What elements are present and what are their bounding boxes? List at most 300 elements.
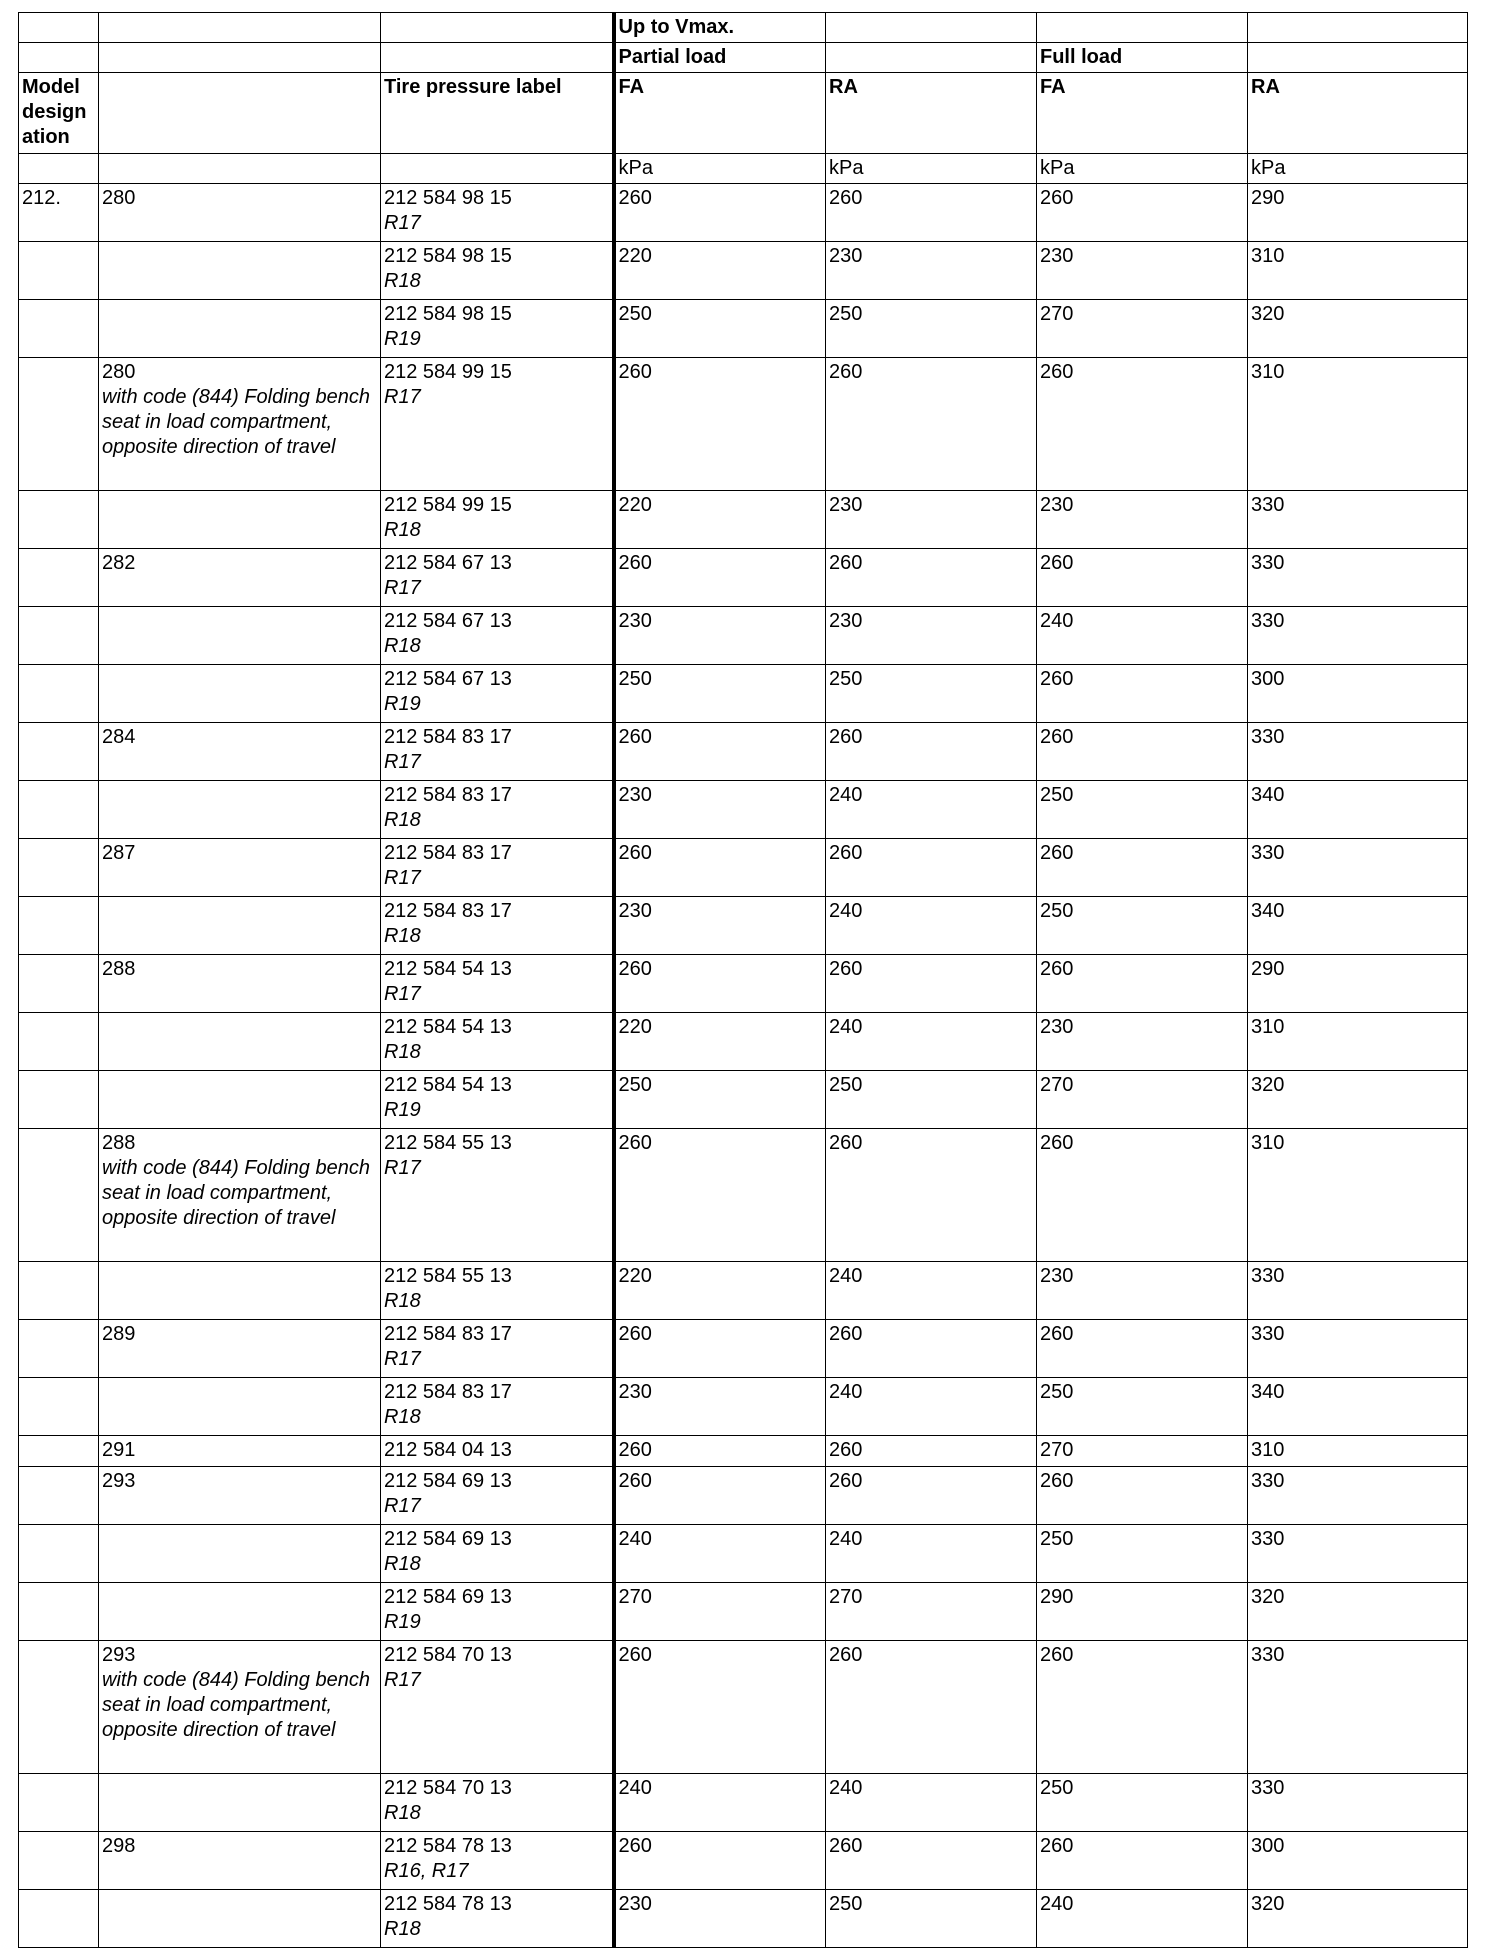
variant-cell: [99, 1641, 381, 1774]
model-cell: [19, 1071, 99, 1129]
variant-cell: [99, 1832, 381, 1890]
full-fa-value: 260: [1040, 842, 1074, 864]
full-fa-cell: [1037, 1525, 1248, 1583]
model-cell: [19, 1583, 99, 1641]
header-cell-empty: [381, 43, 614, 73]
header-row-columns: [19, 73, 1468, 154]
rim-size: R17: [384, 867, 421, 889]
partial-fa-cell: [614, 1013, 826, 1071]
full-fa-cell: [1037, 897, 1248, 955]
header-cell-empty: [826, 43, 1037, 73]
variant-value: 282: [102, 552, 136, 574]
tire-label-value: 212 584 99 15: [384, 361, 512, 383]
partial-ra-cell: [826, 1832, 1037, 1890]
full-fa-cell: [1037, 358, 1248, 491]
partial-fa-value: 260: [618, 958, 652, 980]
variant-cell: [99, 897, 381, 955]
table-row: [19, 665, 1468, 723]
full-ra-value: 310: [1251, 361, 1285, 383]
full-fa-value: 250: [1040, 900, 1074, 922]
tire-label-cell: [381, 184, 614, 242]
variant-cell: [99, 1890, 381, 1948]
variant-cell: [99, 723, 381, 781]
model-cell: [19, 1774, 99, 1832]
full-ra-cell: [1248, 1890, 1468, 1948]
partial-fa-value: 260: [618, 1132, 652, 1154]
header-cell-empty: [19, 13, 99, 43]
partial-fa-cell: [614, 839, 826, 897]
unit-full-ra: kPa: [1248, 154, 1468, 184]
full-fa-value: 260: [1040, 552, 1074, 574]
full-fa-value: 260: [1040, 1323, 1074, 1345]
full-fa-value: 240: [1040, 1893, 1074, 1915]
table-row: [19, 781, 1468, 839]
header-cell-empty: [99, 154, 381, 184]
full-fa-cell: [1037, 1378, 1248, 1436]
tire-pressure-table: [18, 12, 1468, 1948]
model-cell: [19, 607, 99, 665]
partial-fa-value: 260: [618, 1439, 652, 1461]
tire-label-cell: [381, 300, 614, 358]
tire-label-cell: [381, 1436, 614, 1467]
full-ra-cell: [1248, 300, 1468, 358]
table-row: [19, 1378, 1468, 1436]
tire-label-value: 212 584 70 13: [384, 1644, 512, 1666]
full-ra-cell: [1248, 607, 1468, 665]
model-cell: [19, 1525, 99, 1583]
model-cell: [19, 665, 99, 723]
partial-ra-value: 240: [829, 1265, 863, 1287]
partial-ra-cell: [826, 300, 1037, 358]
full-fa-value: 250: [1040, 1777, 1074, 1799]
full-ra-value: 330: [1251, 1644, 1285, 1666]
partial-ra-cell: [826, 1129, 1037, 1262]
model-cell: [19, 184, 99, 242]
table-row: [19, 1320, 1468, 1378]
tire-label-cell: [381, 1774, 614, 1832]
tire-label-cell: [381, 1583, 614, 1641]
table-body: [19, 184, 1468, 1948]
partial-ra-value: 240: [829, 1777, 863, 1799]
model-cell: [19, 549, 99, 607]
variant-cell: [99, 839, 381, 897]
partial-ra-cell: [826, 839, 1037, 897]
rim-size: R17: [384, 1495, 421, 1517]
model-cell: [19, 781, 99, 839]
table-row: [19, 491, 1468, 549]
rim-size: R18: [384, 635, 421, 657]
full-ra-value: 310: [1251, 1132, 1285, 1154]
partial-ra-cell: [826, 665, 1037, 723]
full-fa-cell: [1037, 1320, 1248, 1378]
partial-fa-cell: [614, 1436, 826, 1467]
variant-value: 287: [102, 842, 136, 864]
partial-fa-cell: [614, 1832, 826, 1890]
tire-label-value: 212 584 54 13: [384, 1074, 512, 1096]
variant-cell: [99, 1262, 381, 1320]
model-cell: [19, 1262, 99, 1320]
table-row: [19, 1525, 1468, 1583]
tire-label-cell: [381, 665, 614, 723]
variant-cell: [99, 1013, 381, 1071]
header-full-ra: RA: [1248, 73, 1468, 154]
full-ra-cell: [1248, 1583, 1468, 1641]
partial-fa-cell: [614, 1129, 826, 1262]
partial-ra-value: 250: [829, 1074, 863, 1096]
variant-value: 293: [102, 1644, 136, 1666]
partial-ra-cell: [826, 955, 1037, 1013]
full-ra-value: 330: [1251, 1323, 1285, 1345]
partial-ra-value: 240: [829, 1528, 863, 1550]
partial-ra-value: 260: [829, 1470, 863, 1492]
full-fa-cell: [1037, 607, 1248, 665]
tire-label-value: 212 584 69 13: [384, 1470, 512, 1492]
variant-cell: [99, 358, 381, 491]
header-cell-empty: [99, 13, 381, 43]
full-fa-value: 250: [1040, 784, 1074, 806]
tire-label-value: 212 584 69 13: [384, 1586, 512, 1608]
tire-label-value: 212 584 54 13: [384, 958, 512, 980]
partial-fa-value: 260: [618, 361, 652, 383]
rim-size: R18: [384, 1802, 421, 1824]
variant-cell: [99, 1467, 381, 1525]
partial-ra-cell: [826, 1525, 1037, 1583]
full-ra-value: 340: [1251, 784, 1285, 806]
partial-ra-value: 260: [829, 726, 863, 748]
full-ra-value: 320: [1251, 1893, 1285, 1915]
full-ra-value: 310: [1251, 245, 1285, 267]
partial-fa-cell: [614, 781, 826, 839]
header-row-load: [19, 43, 1468, 73]
model-value: 212.: [22, 187, 61, 209]
header-partial-load: Partial load: [614, 43, 826, 73]
full-fa-cell: [1037, 242, 1248, 300]
model-cell: [19, 491, 99, 549]
table-row: [19, 358, 1468, 491]
partial-ra-value: 250: [829, 668, 863, 690]
tire-label-value: 212 584 67 13: [384, 610, 512, 632]
header-partial-ra: RA: [826, 73, 1037, 154]
full-fa-cell: [1037, 1436, 1248, 1467]
model-cell: [19, 1013, 99, 1071]
full-fa-value: 240: [1040, 610, 1074, 632]
variant-cell: [99, 607, 381, 665]
partial-fa-cell: [614, 665, 826, 723]
full-fa-cell: [1037, 723, 1248, 781]
full-ra-value: 320: [1251, 303, 1285, 325]
partial-ra-cell: [826, 1641, 1037, 1774]
partial-fa-cell: [614, 1378, 826, 1436]
table-row: [19, 1774, 1468, 1832]
full-fa-value: 260: [1040, 1835, 1074, 1857]
header-cell-empty: [99, 43, 381, 73]
partial-fa-cell: [614, 184, 826, 242]
partial-fa-cell: [614, 1262, 826, 1320]
partial-ra-value: 260: [829, 1644, 863, 1666]
variant-value: 284: [102, 726, 136, 748]
partial-ra-cell: [826, 897, 1037, 955]
full-ra-cell: [1248, 549, 1468, 607]
full-fa-cell: [1037, 665, 1248, 723]
partial-fa-cell: [614, 955, 826, 1013]
full-ra-cell: [1248, 1525, 1468, 1583]
tire-label-cell: [381, 781, 614, 839]
full-fa-value: 260: [1040, 726, 1074, 748]
full-ra-cell: [1248, 1262, 1468, 1320]
header-cell-empty: [381, 13, 614, 43]
tire-label-cell: [381, 839, 614, 897]
full-ra-value: 340: [1251, 1381, 1285, 1403]
partial-ra-cell: [826, 1378, 1037, 1436]
rim-size: R18: [384, 270, 421, 292]
tire-label-cell: [381, 897, 614, 955]
partial-fa-value: 260: [618, 187, 652, 209]
full-fa-cell: [1037, 1641, 1248, 1774]
partial-fa-value: 260: [618, 842, 652, 864]
full-fa-value: 260: [1040, 958, 1074, 980]
unit-partial-fa: kPa: [614, 154, 826, 184]
full-fa-cell: [1037, 549, 1248, 607]
model-cell: [19, 839, 99, 897]
rim-size: R18: [384, 519, 421, 541]
full-ra-value: 330: [1251, 1777, 1285, 1799]
variant-value: 291: [102, 1439, 136, 1461]
full-ra-value: 330: [1251, 1470, 1285, 1492]
partial-fa-cell: [614, 897, 826, 955]
partial-fa-cell: [614, 242, 826, 300]
tire-label-value: 212 584 83 17: [384, 784, 512, 806]
rim-size: R17: [384, 577, 421, 599]
variant-cell: [99, 1071, 381, 1129]
partial-ra-value: 260: [829, 1835, 863, 1857]
full-ra-value: 310: [1251, 1439, 1285, 1461]
partial-ra-value: 260: [829, 1439, 863, 1461]
model-cell: [19, 723, 99, 781]
full-fa-value: 270: [1040, 1439, 1074, 1461]
rim-size: R17: [384, 751, 421, 773]
partial-ra-cell: [826, 549, 1037, 607]
full-ra-cell: [1248, 723, 1468, 781]
partial-fa-cell: [614, 1583, 826, 1641]
variant-cell: [99, 955, 381, 1013]
variant-cell: [99, 491, 381, 549]
full-fa-cell: [1037, 839, 1248, 897]
full-fa-cell: [1037, 1467, 1248, 1525]
partial-ra-cell: [826, 491, 1037, 549]
header-full-fa: FA: [1037, 73, 1248, 154]
partial-fa-cell: [614, 1890, 826, 1948]
full-ra-cell: [1248, 1774, 1468, 1832]
tire-label-value: 212 584 78 13: [384, 1835, 512, 1857]
model-cell: [19, 1467, 99, 1525]
partial-fa-value: 220: [618, 245, 652, 267]
rim-size: R18: [384, 1406, 421, 1428]
full-ra-cell: [1248, 781, 1468, 839]
table-row: [19, 1641, 1468, 1774]
partial-fa-value: 250: [618, 1074, 652, 1096]
tire-label-value: 212 584 83 17: [384, 900, 512, 922]
partial-fa-value: 230: [618, 610, 652, 632]
full-ra-cell: [1248, 955, 1468, 1013]
full-fa-cell: [1037, 1071, 1248, 1129]
variant-value: 288: [102, 958, 136, 980]
full-ra-cell: [1248, 184, 1468, 242]
partial-ra-cell: [826, 1013, 1037, 1071]
model-cell: [19, 358, 99, 491]
full-ra-value: 320: [1251, 1074, 1285, 1096]
model-cell: [19, 955, 99, 1013]
partial-ra-value: 260: [829, 361, 863, 383]
full-ra-value: 330: [1251, 726, 1285, 748]
partial-fa-cell: [614, 607, 826, 665]
rim-size: R18: [384, 925, 421, 947]
full-fa-value: 250: [1040, 1528, 1074, 1550]
partial-fa-value: 260: [618, 1323, 652, 1345]
partial-fa-value: 270: [618, 1586, 652, 1608]
partial-fa-cell: [614, 1525, 826, 1583]
full-ra-cell: [1248, 1071, 1468, 1129]
full-ra-value: 300: [1251, 668, 1285, 690]
partial-ra-cell: [826, 1774, 1037, 1832]
header-row-vmax: [19, 13, 1468, 43]
full-ra-cell: [1248, 1013, 1468, 1071]
variant-cell: [99, 1774, 381, 1832]
tire-label-cell: [381, 1525, 614, 1583]
variant-note: with code (844) Folding bench seat in load compartment, opposite direction of travel: [102, 1157, 370, 1229]
model-cell: [19, 1641, 99, 1774]
partial-fa-cell: [614, 549, 826, 607]
rim-size: R19: [384, 328, 421, 350]
full-fa-value: 260: [1040, 1470, 1074, 1492]
model-cell: [19, 1890, 99, 1948]
model-cell: [19, 1378, 99, 1436]
model-cell: [19, 1320, 99, 1378]
header-cell-empty: [381, 154, 614, 184]
tire-label-cell: [381, 1013, 614, 1071]
full-fa-value: 270: [1040, 303, 1074, 325]
partial-ra-cell: [826, 607, 1037, 665]
table-row: [19, 1262, 1468, 1320]
partial-ra-cell: [826, 1583, 1037, 1641]
full-fa-value: 290: [1040, 1586, 1074, 1608]
tire-label-value: 212 584 83 17: [384, 1323, 512, 1345]
partial-ra-value: 240: [829, 900, 863, 922]
partial-ra-value: 240: [829, 1016, 863, 1038]
partial-fa-value: 240: [618, 1777, 652, 1799]
partial-fa-cell: [614, 358, 826, 491]
full-fa-value: 260: [1040, 1644, 1074, 1666]
partial-ra-cell: [826, 358, 1037, 491]
tire-label-value: 212 584 69 13: [384, 1528, 512, 1550]
variant-cell: [99, 184, 381, 242]
full-fa-cell: [1037, 1262, 1248, 1320]
tire-label-cell: [381, 242, 614, 300]
partial-fa-cell: [614, 723, 826, 781]
full-fa-cell: [1037, 1890, 1248, 1948]
full-ra-value: 330: [1251, 552, 1285, 574]
full-ra-cell: [1248, 1129, 1468, 1262]
full-ra-value: 340: [1251, 900, 1285, 922]
rim-size: R18: [384, 1041, 421, 1063]
partial-ra-value: 260: [829, 1132, 863, 1154]
full-fa-cell: [1037, 1774, 1248, 1832]
table-row: [19, 1467, 1468, 1525]
header-vmax: Up to Vmax.: [614, 13, 826, 43]
header-cell-empty: [1248, 13, 1468, 43]
partial-fa-value: 230: [618, 1381, 652, 1403]
rim-size: R19: [384, 1099, 421, 1121]
tire-label-cell: [381, 1832, 614, 1890]
header-tire-pressure-label: Tire pressure label: [381, 73, 614, 154]
table-row: [19, 1129, 1468, 1262]
variant-cell: [99, 781, 381, 839]
partial-ra-cell: [826, 1071, 1037, 1129]
full-ra-cell: [1248, 358, 1468, 491]
table-row: [19, 242, 1468, 300]
partial-ra-cell: [826, 242, 1037, 300]
model-cell: [19, 1129, 99, 1262]
header-cell-empty: [19, 154, 99, 184]
full-ra-value: 320: [1251, 1586, 1285, 1608]
variant-note: with code (844) Folding bench seat in load compartment, opposite direction of travel: [102, 1669, 370, 1741]
full-fa-cell: [1037, 1129, 1248, 1262]
full-ra-value: 330: [1251, 494, 1285, 516]
partial-fa-value: 260: [618, 726, 652, 748]
full-ra-value: 330: [1251, 1528, 1285, 1550]
unit-partial-ra: kPa: [826, 154, 1037, 184]
partial-fa-cell: [614, 1071, 826, 1129]
partial-fa-value: 220: [618, 1016, 652, 1038]
partial-fa-value: 230: [618, 1893, 652, 1915]
partial-fa-value: 220: [618, 1265, 652, 1287]
tire-label-cell: [381, 1320, 614, 1378]
model-cell: [19, 1832, 99, 1890]
partial-fa-value: 230: [618, 900, 652, 922]
table-row: [19, 300, 1468, 358]
full-ra-value: 290: [1251, 958, 1285, 980]
full-ra-cell: [1248, 897, 1468, 955]
full-ra-cell: [1248, 1641, 1468, 1774]
table-row: [19, 549, 1468, 607]
partial-fa-value: 250: [618, 668, 652, 690]
header-cell-empty: [19, 43, 99, 73]
variant-value: 280: [102, 187, 136, 209]
full-fa-value: 260: [1040, 361, 1074, 383]
partial-ra-value: 230: [829, 245, 863, 267]
header-cell-empty: [99, 73, 381, 154]
full-ra-cell: [1248, 839, 1468, 897]
tire-label-cell: [381, 1071, 614, 1129]
full-fa-cell: [1037, 955, 1248, 1013]
partial-ra-value: 250: [829, 303, 863, 325]
variant-cell: [99, 300, 381, 358]
rim-size: R17: [384, 1157, 421, 1179]
partial-ra-value: 230: [829, 494, 863, 516]
partial-ra-cell: [826, 1320, 1037, 1378]
rim-size: R17: [384, 1348, 421, 1370]
tire-label-value: 212 584 04 13: [384, 1439, 512, 1461]
unit-full-fa: kPa: [1037, 154, 1248, 184]
tire-label-cell: [381, 1467, 614, 1525]
model-cell: [19, 1436, 99, 1467]
tire-label-value: 212 584 83 17: [384, 726, 512, 748]
rim-size: R16, R17: [384, 1860, 469, 1882]
partial-fa-value: 230: [618, 784, 652, 806]
table-header: [19, 13, 1468, 184]
table-row: [19, 1583, 1468, 1641]
partial-fa-value: 240: [618, 1528, 652, 1550]
rim-size: R17: [384, 386, 421, 408]
